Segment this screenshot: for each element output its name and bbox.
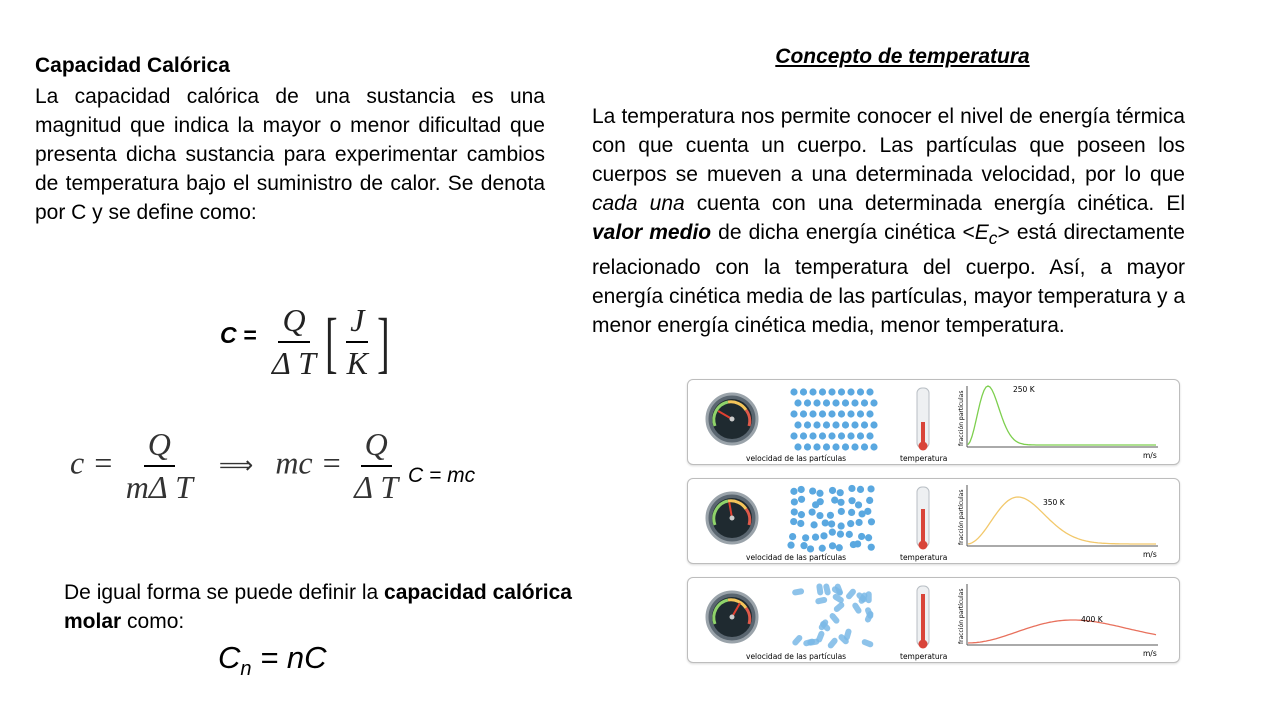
- label-temperature: temperatura: [900, 553, 948, 562]
- thermometer-icon: [917, 487, 929, 550]
- bracket-left: [: [325, 304, 338, 380]
- molar-bold: capacidad calórica molar: [64, 581, 572, 633]
- heading-concepto-temperatura: Concepto de temperatura: [775, 45, 1030, 68]
- unit-den: K: [346, 345, 368, 381]
- label-y-axis: fracción partículas: [958, 489, 965, 545]
- temp-text-3: de dicha energía cinética <: [711, 221, 975, 244]
- formula-molar: [218, 640, 326, 681]
- formula-c-den: mΔ T: [125, 469, 193, 505]
- label-temperature: temperatura: [900, 454, 948, 463]
- label-x-axis: m/s: [1143, 451, 1157, 460]
- distribution-graph: [958, 485, 1158, 559]
- paragraph-molar: [64, 578, 572, 636]
- panel-graphic: [688, 479, 1179, 563]
- formula-mc-num: Q: [361, 426, 392, 467]
- formula-specific: [70, 426, 402, 506]
- particles-icon: [790, 388, 877, 450]
- speedometer-icon: [707, 493, 757, 543]
- panel-graphic: [688, 578, 1179, 662]
- temp-text-4: > está directamente relacionado con la temperatura del cuerpo. Así, a mayor energía cinética media de las partículas, mayor temperatura y a menor energía cinética media, menor temperatura.: [592, 221, 1185, 338]
- formula-num: Q: [278, 302, 309, 343]
- formula-lhs: C =: [220, 322, 257, 348]
- figure-panel: [687, 478, 1180, 564]
- label-x-axis: m/s: [1143, 550, 1157, 559]
- temp-ec-sub: c: [988, 228, 998, 249]
- figure-panel: [687, 577, 1180, 663]
- temp-bold-italic: valor medio: [592, 221, 712, 244]
- label-y-axis: fracción partículas: [958, 390, 965, 446]
- molar-text-1: De igual forma se puede definir la: [64, 581, 385, 604]
- speedometer-icon: [707, 592, 757, 642]
- paragraph-temperatura: [592, 102, 1185, 340]
- molar-sub: n: [240, 658, 252, 681]
- relation-C-mc: C = mc: [408, 464, 476, 487]
- heading-capacidad-calorica: Capacidad Calórica: [35, 54, 230, 77]
- temperature-label: 400 K: [1081, 615, 1103, 624]
- molar-base: C: [218, 640, 241, 675]
- formula-mc-den: Δ T: [354, 469, 399, 505]
- unit-num: J: [346, 302, 368, 343]
- molar-rest: = nC: [251, 640, 327, 675]
- distribution-curve: [968, 620, 1156, 643]
- speedometer-icon: [707, 394, 757, 444]
- paragraph-capacidad-calorica: La capacidad calórica de una sustancia es una magnitud que indica la mayor o menor dificultad que presenta dicha sustancia para experimentar cambios de temperatura bajo el suministro de calor. Se denota por C y se define como:: [35, 85, 545, 224]
- temperature-label: 250 K: [1013, 385, 1035, 394]
- bracket-right: ]: [377, 304, 390, 380]
- distribution-graph: [958, 385, 1158, 460]
- label-x-axis: m/s: [1143, 649, 1157, 658]
- temp-text-2: cuenta con una determinada energía cinética. El: [684, 192, 1185, 215]
- formula-den: Δ T: [272, 345, 316, 381]
- temp-italic: cada una: [592, 192, 685, 215]
- temp-ec: E: [974, 221, 989, 244]
- label-speed: velocidad de las partículas: [746, 553, 847, 562]
- panel-graphic: [688, 380, 1179, 464]
- temperature-label: 350 K: [1043, 498, 1065, 507]
- figure-panel: [687, 379, 1180, 465]
- label-temperature: temperatura: [900, 652, 948, 661]
- implies-arrow: ⟹: [218, 453, 254, 480]
- particles-icon: [791, 583, 874, 650]
- temp-text-1: La temperatura nos permite conocer el nivel de energía térmica con que cuenta un cuerpo. Las partículas que poseen los cuerpos se mueven a una determinada velocidad, por lo que: [592, 105, 1185, 186]
- distribution-curve: [968, 386, 1156, 445]
- distribution-graph: [958, 584, 1158, 658]
- formula-mc-lhs: mc =: [275, 444, 343, 481]
- label-speed: velocidad de las partículas: [746, 652, 847, 661]
- formula-c-lhs: c =: [70, 444, 114, 481]
- particles-icon: [787, 485, 875, 553]
- molar-text-2: como:: [121, 610, 185, 633]
- thermometer-icon: [917, 388, 929, 451]
- formula-c-num: Q: [144, 426, 175, 467]
- label-y-axis: fracción partículas: [958, 588, 965, 644]
- label-speed: velocidad de las partículas: [746, 454, 847, 463]
- thermometer-icon: [917, 586, 929, 649]
- formula-capacidad: [268, 302, 395, 382]
